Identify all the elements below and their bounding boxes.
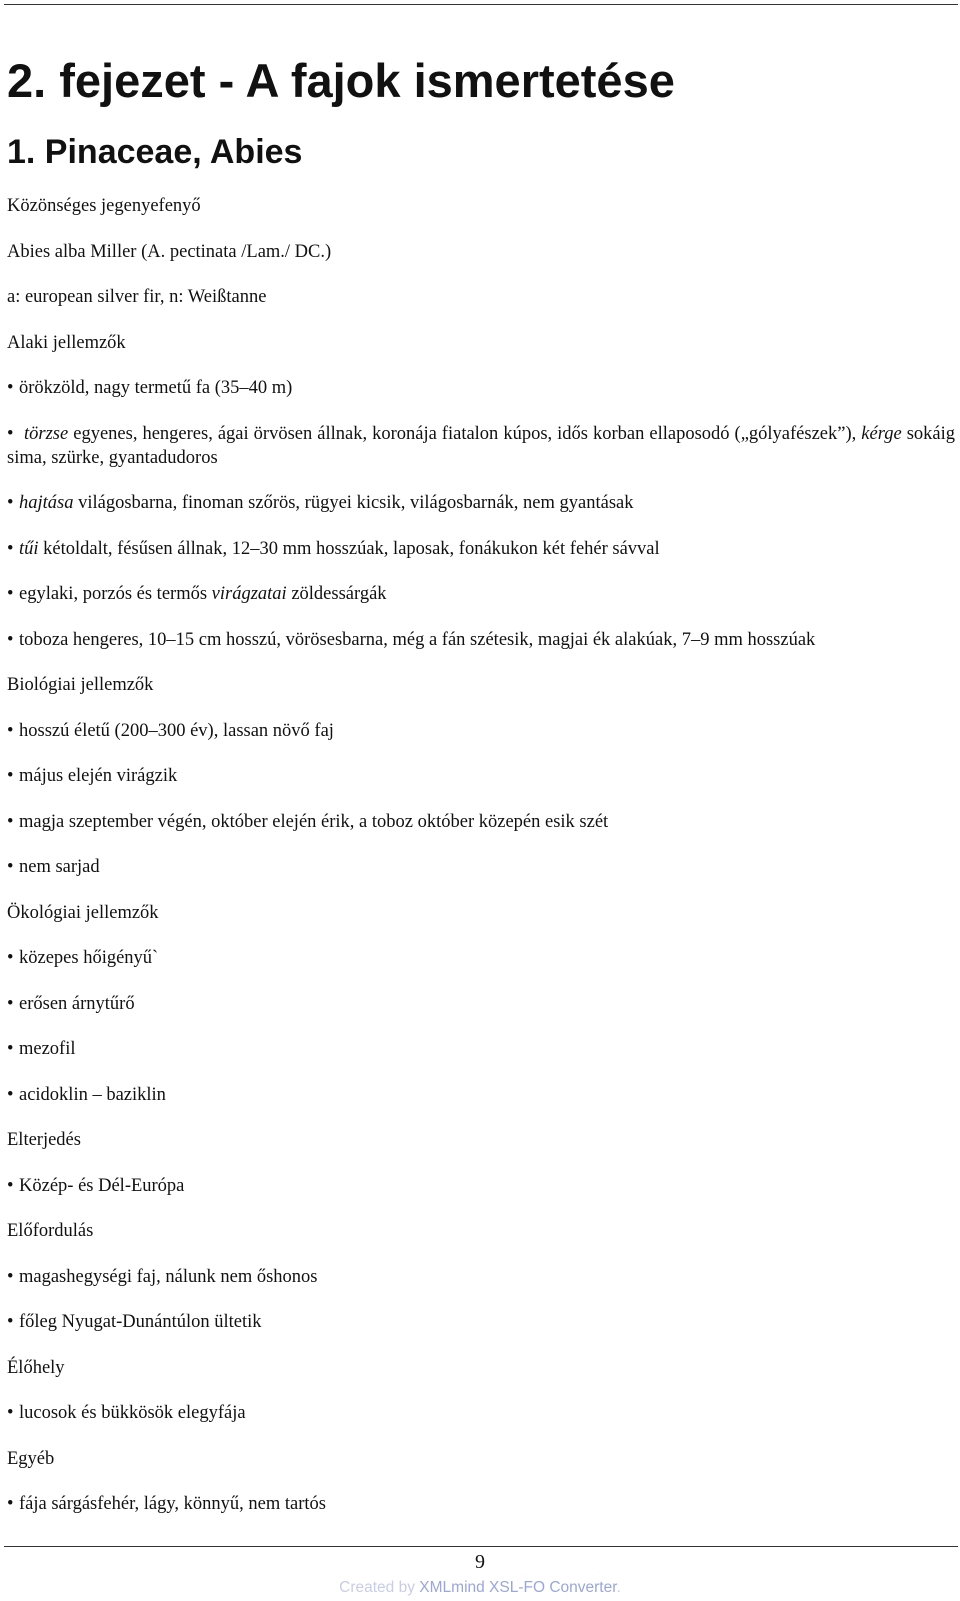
list-item-text: magashegységi faj, nálunk nem őshonos xyxy=(19,1266,318,1287)
bullet: • xyxy=(7,1403,14,1423)
content xyxy=(7,194,955,1538)
footer-credit xyxy=(0,1578,960,1598)
bark-term: kérge xyxy=(861,423,902,444)
list-item-text: lucosok és bükkösök elegyfája xyxy=(19,1403,246,1423)
list-item xyxy=(7,1401,955,1425)
bullet: • xyxy=(7,720,14,741)
credit-prefix: Created by xyxy=(339,1579,415,1596)
bullet: • xyxy=(7,857,14,877)
bullet: • xyxy=(7,423,14,444)
list-item xyxy=(7,719,955,743)
heading-occurrence: Előfordulás xyxy=(7,1221,94,1241)
list-item xyxy=(7,1037,955,1061)
morphology-size: örökzöld, nagy termetű fa (35–40 m) xyxy=(19,378,293,398)
list-item xyxy=(7,992,955,1016)
heading-distribution: Elterjedés xyxy=(7,1130,81,1150)
scientific-name: Abies alba Miller (A. pectinata /Lam./ DC.) xyxy=(7,241,332,262)
bullet: • xyxy=(7,948,14,968)
list-item-text: hosszú életű (200–300 év), lassan növő faj xyxy=(19,720,334,741)
list-item xyxy=(7,1310,955,1334)
heading-ecology: Ökológiai jellemzők xyxy=(7,902,159,923)
list-item-text: Közép- és Dél-Európa xyxy=(19,1175,185,1196)
bullet: • xyxy=(7,1175,14,1196)
bullet: • xyxy=(7,493,14,513)
bullet: • xyxy=(7,1084,14,1105)
bullet: • xyxy=(7,993,14,1014)
credit-brand-link[interactable]: XMLmind XSL-FO Converter xyxy=(419,1579,617,1596)
bullet: • xyxy=(7,378,14,398)
list-item xyxy=(7,946,955,970)
list-item xyxy=(7,582,955,606)
list-item-text: magja szeptember végén, október elején érik, a toboz október közepén esik szét xyxy=(19,811,609,832)
bullet: • xyxy=(7,584,14,604)
list-item-text: nem sarjad xyxy=(19,857,100,877)
top-rule xyxy=(4,4,958,5)
list-item xyxy=(7,422,955,470)
flower-color: zöldessárgák xyxy=(291,584,387,604)
list-item xyxy=(7,537,955,561)
credit-suffix: . xyxy=(616,1579,621,1596)
list-item xyxy=(7,376,955,400)
needle-text: kétoldalt, fésűsen állnak, 12–30 mm hosszúak, laposak, fonákukon két fehér sávval xyxy=(43,538,660,559)
list-item xyxy=(7,1492,955,1516)
heading-morphology: Alaki jellemzők xyxy=(7,332,126,353)
shoot-term: hajtása xyxy=(19,493,74,513)
list-item-text: acidoklin – baziklin xyxy=(19,1084,166,1105)
bullet: • xyxy=(7,766,14,786)
common-name: Közönséges jegenyefenyő xyxy=(7,196,201,216)
bullet: • xyxy=(7,1312,14,1332)
list-item-text: május elején virágzik xyxy=(19,766,178,786)
bullet: • xyxy=(7,1494,14,1514)
cone-text: toboza hengeres, 10–15 cm hosszú, vörösesbarna, még a fán szétesik, magjai ék alakúak, 7–9 mm hosszúak xyxy=(19,629,816,650)
bullet: • xyxy=(7,811,14,832)
list-item xyxy=(7,1083,955,1107)
list-item xyxy=(7,810,955,834)
needle-term: tűi xyxy=(19,538,39,559)
bottom-rule xyxy=(4,1546,958,1547)
list-item xyxy=(7,855,955,879)
bullet: • xyxy=(7,1266,14,1287)
list-item xyxy=(7,764,955,788)
chapter-title: 2. fejezet - A fajok ismertetése xyxy=(7,54,675,107)
list-item-text: fája sárgásfehér, lágy, könnyű, nem tartós xyxy=(19,1494,326,1514)
flower-text: egylaki, porzós és termős xyxy=(19,584,208,604)
list-item xyxy=(7,491,955,515)
trunk-term: törzse xyxy=(24,423,69,444)
foreign-names: a: european silver fir, n: Weißtanne xyxy=(7,287,267,307)
list-item-text: erősen árnytűrő xyxy=(19,993,135,1014)
heading-other: Egyéb xyxy=(7,1448,55,1469)
heading-biology: Biológiai jellemzők xyxy=(7,675,154,695)
shoot-text: világosbarna, finoman szőrös, rügyei kicsik, világosbarnák, nem gyantásak xyxy=(78,493,634,513)
page-number: 9 xyxy=(475,1551,485,1573)
bullet: • xyxy=(7,538,14,559)
bark-text: sokáig sima, szürke, gyantadudoros xyxy=(7,423,956,468)
flower-term: virágzatai xyxy=(211,584,287,604)
list-item xyxy=(7,1174,955,1198)
heading-habitat: Élőhely xyxy=(7,1357,65,1378)
list-item-text: közepes hőigényű` xyxy=(19,948,159,968)
list-item xyxy=(7,1265,955,1289)
bullet: • xyxy=(7,629,14,650)
list-item xyxy=(7,628,955,652)
trunk-text: egyenes, hengeres, ágai örvösen állnak, koronája fiatalon kúpos, idős korban ellaposodó („gólyafészek”), xyxy=(73,423,857,444)
list-item-text: mezofil xyxy=(19,1039,76,1059)
bullet: • xyxy=(7,1039,14,1059)
list-item-text: főleg Nyugat-Dunántúlon ültetik xyxy=(19,1312,262,1332)
section-title: 1. Pinaceae, Abies xyxy=(7,133,303,171)
